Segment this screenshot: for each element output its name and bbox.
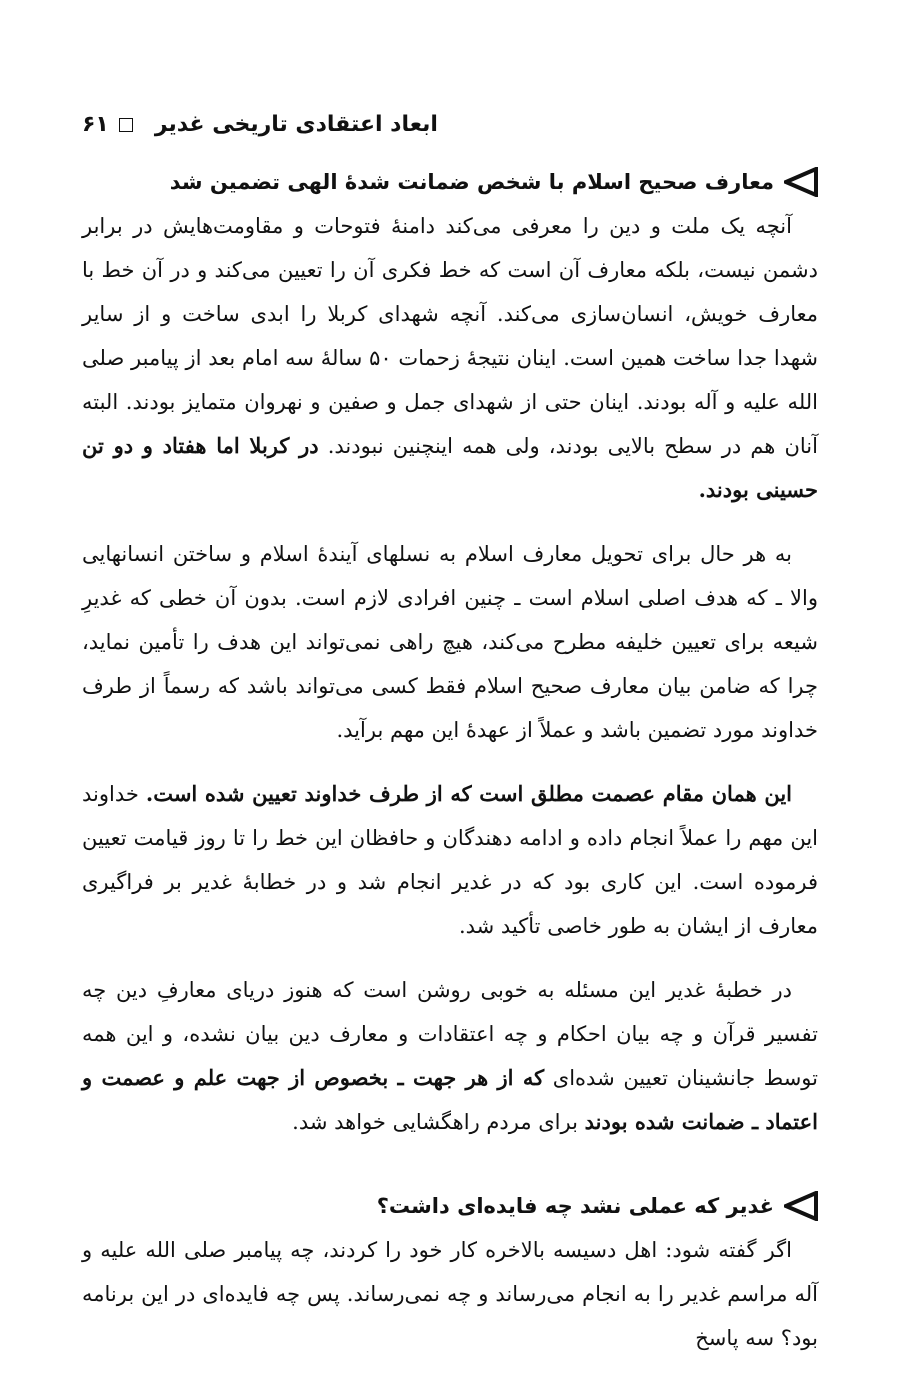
header-separator-box xyxy=(119,118,133,132)
paragraph-1 xyxy=(82,204,818,512)
triangle-marker-icon xyxy=(784,1191,818,1221)
header-title: ابعاد اعتقادی تاریخی غدیر xyxy=(154,112,438,137)
section-heading-text: غدیر که عملی نشد چه فایده‌ای داشت؟ xyxy=(376,1194,774,1218)
paragraph-4 xyxy=(82,968,818,1144)
paragraph-text: آنچه یک ملت و دین را معرفی می‌کند دامنهٔ فتوحات و مقاومت‌هایش در برابر دشمن نیست، بلکه معارف آن است که خط فکری آن را تعیین می‌کند و در آن خط با معارف خویش، انسان‌سازی می‌کند. آنچه شهدای کربلا را ابدی ساخت و از سایر شهدا جدا ساخت همین است. اینان نتیجهٔ زحمات ۵۰ سالهٔ سه امام بعد از پیامبر صلی الله علیه و آله بودند. اینان حتی از شهدای جمل و صفین و نهروان متمایز بودند. البته آنان هم در سطح بالایی بودند، ولی همه اینچنین نبودند. xyxy=(82,214,818,458)
paragraph-3 xyxy=(82,772,818,948)
paragraph-bold-text: در کربلا اما هفتاد و دو تن حسینی بودند. xyxy=(82,433,818,502)
section-heading-1 xyxy=(82,160,818,204)
page-number: ۶۱ xyxy=(82,112,109,137)
paragraph-tail-text: برای مردم راهگشایی خواهد شد. xyxy=(292,1110,578,1134)
section-heading-2 xyxy=(82,1184,818,1228)
paragraph-5 xyxy=(82,1228,818,1360)
triangle-marker-icon xyxy=(784,167,818,197)
paragraph-bold-lead: این همان مقام عصمت مطلق است که از طرف خداوند تعیین شده است. xyxy=(145,781,792,806)
paragraph-text: خداوند این مهم را عملاً انجام داده و ادامه دهندگان و حافظان این خط را تا روز قیامت تعیین فرموده است. این کاری بود که در غدیر انجام شد و در خطابهٔ غدیر بر فراگیری معارف از ایشان به طور خاصی تأکید شد. xyxy=(82,782,818,938)
section-heading-text: معارف صحیح اسلام با شخص ضمانت شدهٔ الهی تضمین شد xyxy=(169,170,774,194)
page-content xyxy=(82,160,818,1360)
paragraph-text: در خطبهٔ غدیر این مسئله به خوبی روشن است که هنوز دریای معارفِ دین چه تفسیر قرآن و چه بیان احکام و چه اعتقادات و معارف دین بیان نشده، و این همه توسط جانشینان تعیین شده‌ای xyxy=(82,978,818,1090)
paragraph-bold-text: که از هر جهت ـ بخصوص از جهت علم و عصمت و اعتماد ـ ضمانت شده بودند xyxy=(82,1065,818,1134)
running-header xyxy=(82,112,818,137)
paragraph-text: به هر حال برای تحویل معارف اسلام به نسلهای آیندهٔ اسلام و ساختن انسانهایی والا ـ که هدف اصلی اسلام است ـ چنین افرادی لازم است. بدون آن خطی که غدیرِ شیعه برای تعیین خلیفه مطرح می‌کند، هیچ راهی نمی‌تواند این هدف را تأمین نماید، چرا که ضامن بیان معارف صحیح اسلام فقط کسی می‌تواند باشد که رسماً از طرف خداوند مورد تضمین باشد و عملاً از عهدهٔ این مهم برآید. xyxy=(82,542,818,742)
paragraph-text: اگر گفته شود: اهل دسیسه بالاخره کار خود را کردند، چه پیامبر صلی الله علیه و آله مراسم غدیر را به انجام می‌رساند و چه نمی‌رساند. پس چه فایده‌ای در این برنامه بود؟ سه پاسخ xyxy=(82,1238,818,1350)
paragraph-2 xyxy=(82,532,818,752)
